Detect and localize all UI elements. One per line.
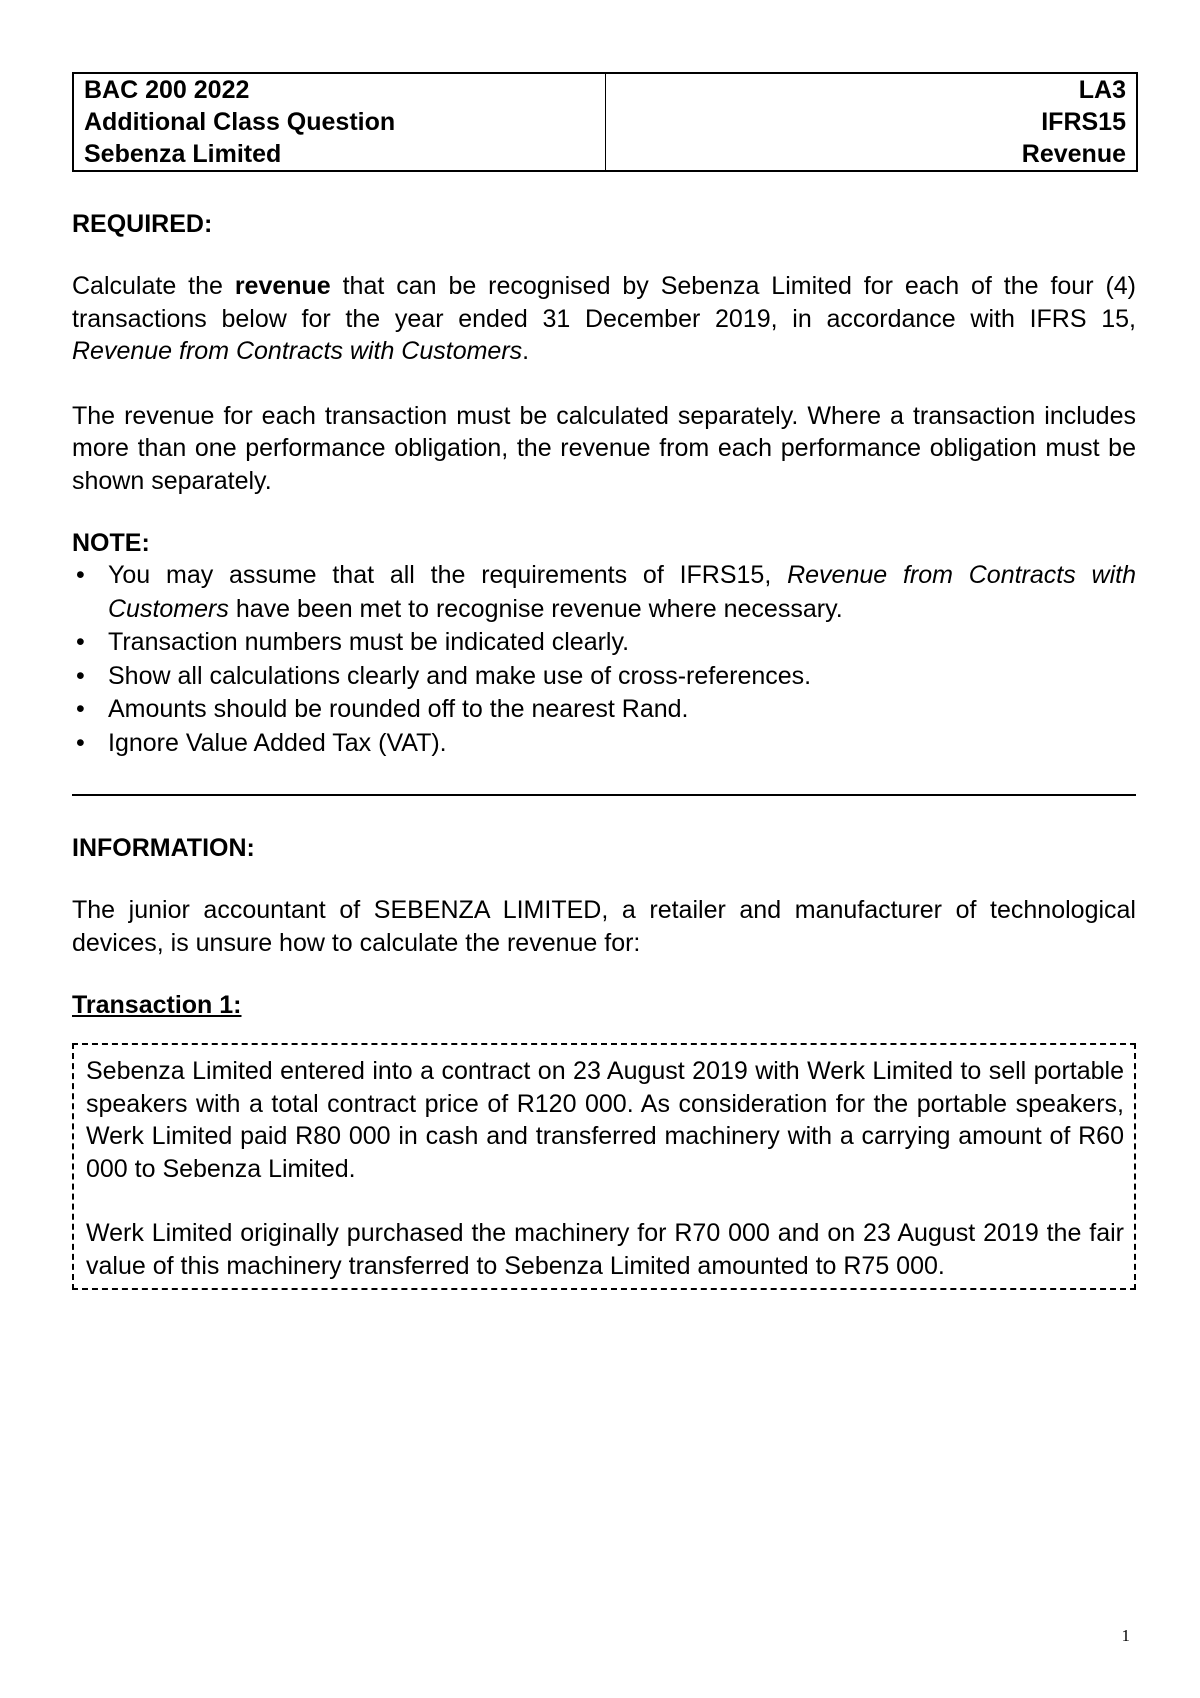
required-intro xyxy=(72,270,1136,368)
intro-text-2: that can be recognised by Sebenza Limited for each of the four (4) transactions below for the year ended 31 December 2019, in accordance with IFRS 15, xyxy=(72,272,1136,333)
transaction-1-para-1: Sebenza Limited entered into a contract on 23 August 2019 with Werk Limited to sell portable speakers with a total contract price of R120 000. As consideration for the portable speakers, Werk Limited paid R80 000 in cash and transferred machinery with a carrying amount of R60 000 to Sebenza Limited. xyxy=(86,1057,1124,1183)
course-code: BAC 200 2022 xyxy=(84,76,250,104)
note-item-text: Transaction numbers must be indicated clearly. xyxy=(108,628,630,656)
transaction-1-box xyxy=(72,1043,1136,1290)
header-right-cell xyxy=(606,74,1136,170)
company-name: Sebenza Limited xyxy=(84,140,282,168)
intro-text-1: Calculate the xyxy=(72,272,235,300)
note-item-text: Ignore Value Added Tax (VAT). xyxy=(108,728,447,757)
header-table xyxy=(72,72,1138,172)
section-divider xyxy=(72,794,1136,796)
bullet-icon: • xyxy=(76,695,85,723)
note-item xyxy=(72,727,1136,761)
bullet-icon: • xyxy=(76,661,85,690)
note-item xyxy=(72,693,1136,727)
learning-activity: LA3 xyxy=(1078,76,1126,104)
note-item-text: Amounts should be rounded off to the nearest Rand. xyxy=(108,695,689,723)
question-type: Additional Class Question xyxy=(84,108,396,136)
required-heading: REQUIRED: xyxy=(72,210,213,238)
note-item xyxy=(72,559,1136,626)
bullet-icon: • xyxy=(76,628,85,656)
note-item-1-italic: Revenue from Contracts with Customers xyxy=(108,561,1136,623)
transaction-1-para-2: Werk Limited originally purchased the machinery for R70 000 and on 23 August 2019 the fair value of this machinery transferred to Sebenza Limited amounted to R75 000. xyxy=(86,1219,1124,1280)
document-page xyxy=(72,72,1136,1290)
note-item-1-tail: have been met to recognise revenue where necessary. xyxy=(228,594,843,623)
note-item xyxy=(72,660,1136,694)
header-left-cell xyxy=(74,74,606,170)
note-heading: NOTE: xyxy=(72,529,150,557)
note-item-text: Show all calculations clearly and make use of cross-references. xyxy=(108,661,812,690)
bullet-icon: • xyxy=(76,728,85,757)
topic-name: Revenue xyxy=(1021,140,1126,168)
transaction-1-heading: Transaction 1: xyxy=(72,991,242,1019)
intro-text-end: . xyxy=(522,337,530,365)
intro-standard-title: Revenue from Contracts with Customers xyxy=(72,337,523,365)
information-para: The junior accountant of SEBENZA LIMITED, a retailer and manufacturer of technological devices, is unsure how to calculate the revenue for: xyxy=(72,896,1136,957)
bullet-icon: • xyxy=(76,561,85,589)
page-number: 1 xyxy=(1121,1626,1130,1645)
intro-bold-revenue: revenue xyxy=(234,272,331,300)
note-item-1-text: You may assume that all the requirements of IFRS15, xyxy=(108,561,788,589)
information-heading: INFORMATION: xyxy=(72,834,255,862)
standard-name: IFRS15 xyxy=(1041,108,1126,136)
required-para-2: The revenue for each transaction must be calculated separately. Where a transaction includes more than one performance obligation, the revenue from each performance obligation must be shown separately. xyxy=(72,401,1136,495)
note-list xyxy=(72,559,1136,760)
note-item xyxy=(72,626,1136,660)
